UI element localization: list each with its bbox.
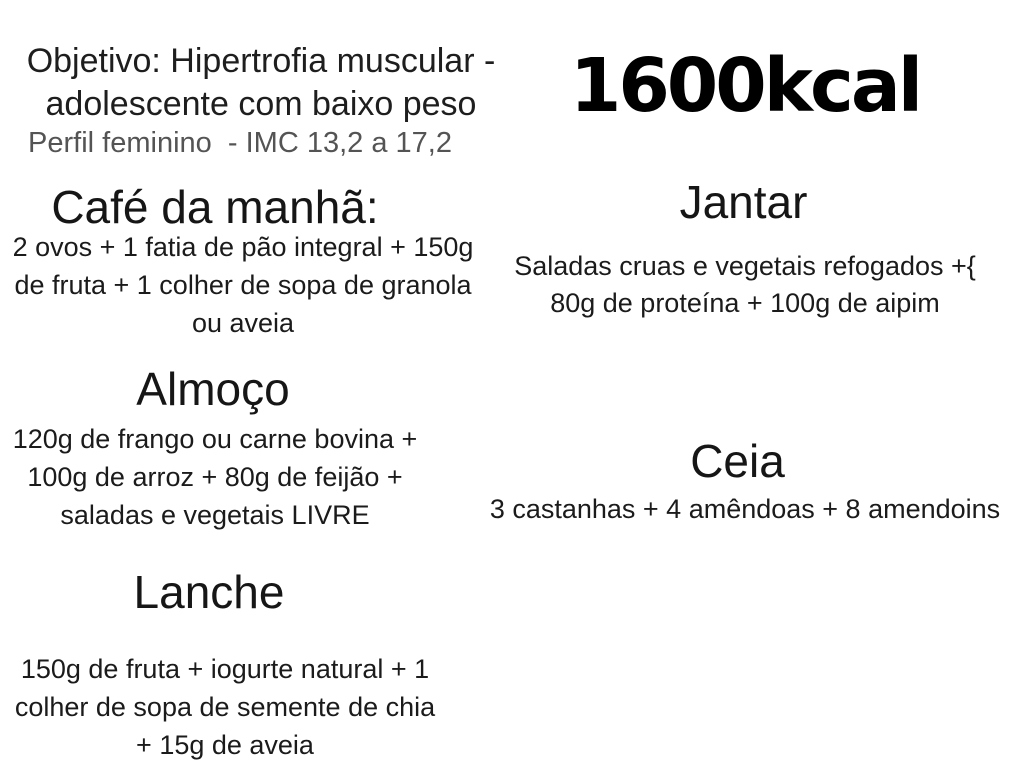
meal-description-line: 100g de arroz + 80g de feijão + [27,462,403,492]
meal-description-line: ou aveia [191,308,295,338]
profile-subtitle: Perfil feminino - IMC 13,2 a 17,2 [28,127,452,159]
objective-title [0,40,522,126]
meal-description-lanche [5,650,445,764]
objective-line-2: adolescente com baixo peso [45,85,477,123]
meal-description-cafe-da-manha [3,228,483,342]
meal-description-line: 150g de fruta + iogurte natural + 1 [20,654,430,684]
meal-description-line: + 15g de aveia [136,730,314,760]
objective-line-1: Objetivo: Hipertrofia muscular - [26,42,496,80]
meal-description-jantar [505,248,985,322]
meal-description-line: 120g de frango ou carne bovina + [12,424,418,454]
meal-description-almoco [0,420,430,534]
meal-title-cafe-da-manha: Café da manhã: [51,181,379,233]
meal-description-line: 2 ovos + 1 fatia de pão integral + 150g [12,232,474,262]
calorie-total: 1600kcal [569,43,921,129]
meal-title-almoco: Almoço [136,363,290,415]
meal-description-line: Saladas cruas e vegetais refogados +{ [514,251,976,281]
meal-description-line: colher de sopa de semente de chia [14,692,436,722]
meal-description-line: de fruta + 1 colher de sopa de granola [14,270,472,300]
meal-description-line: 3 castanhas + 4 amêndoas + 8 amendoins [489,494,1001,524]
meal-description-line: saladas e vegetais LIVRE [60,500,370,530]
meal-title-jantar: Jantar [679,176,808,228]
meal-description-ceia [483,490,1007,528]
meal-title-lanche: Lanche [133,566,285,618]
meal-description-line: 80g de proteína + 100g de aipim [550,288,940,318]
meal-title-ceia: Ceia [690,435,785,487]
